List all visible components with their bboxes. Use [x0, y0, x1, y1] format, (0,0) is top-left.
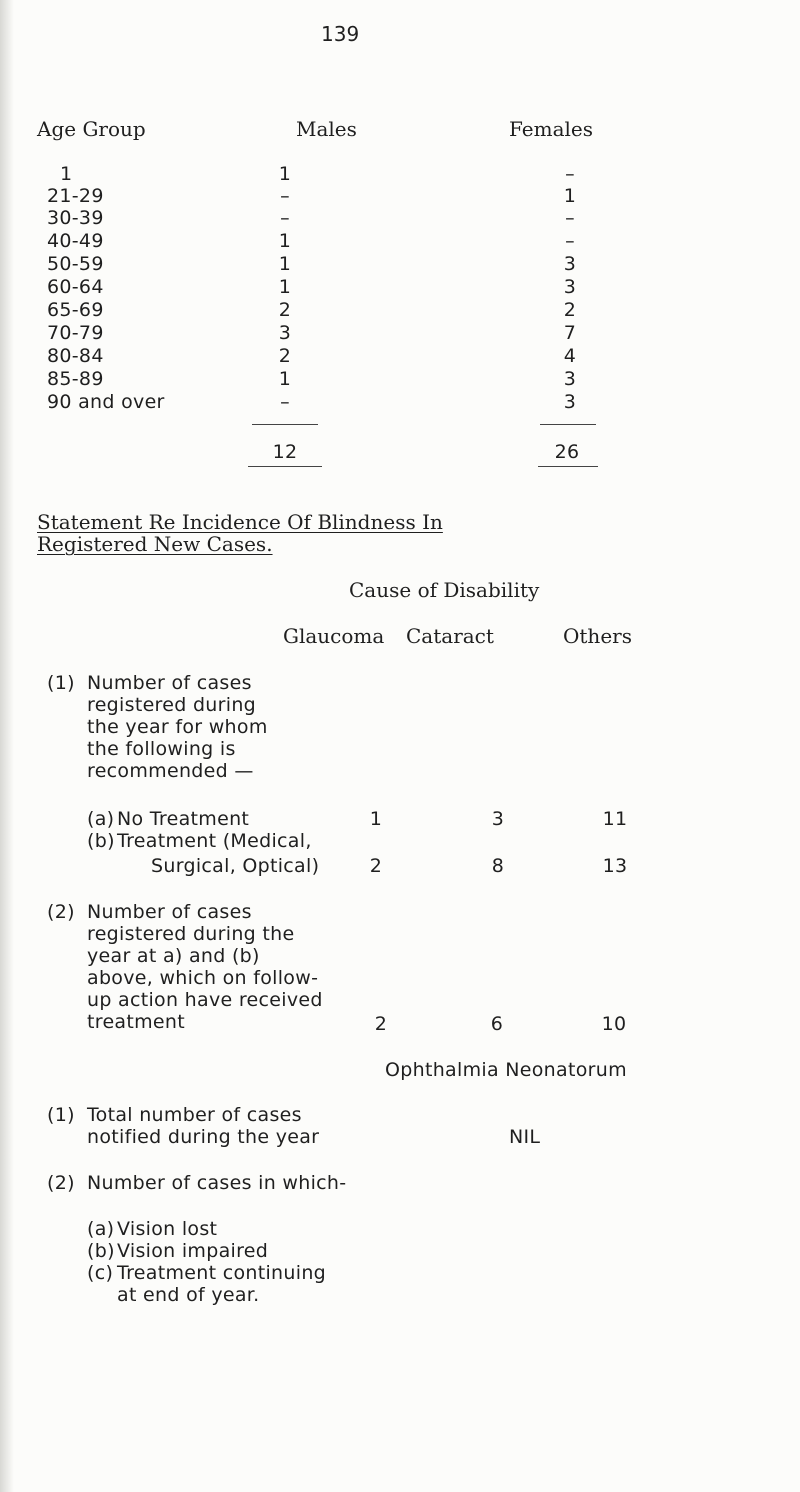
page-edge-shadow [0, 0, 14, 1492]
age-cell: 40-49 [47, 230, 104, 252]
females-cell: – [565, 163, 575, 185]
females-cell: 1 [563, 185, 577, 207]
oph-sub-number: (b) [87, 1240, 115, 1262]
sub-b-others: 13 [602, 855, 628, 877]
item-2-line: treatment [87, 1011, 186, 1033]
females-cell: 4 [563, 345, 577, 367]
males-cell: 3 [278, 322, 292, 344]
sub-b-cataract: 8 [491, 855, 505, 877]
page-number: 139 [321, 22, 360, 46]
age-cell: 70-79 [47, 322, 104, 344]
age-cell: 85-89 [47, 368, 104, 390]
age-cell: 21-29 [47, 185, 104, 207]
males-cell: 1 [278, 253, 292, 275]
item-1-number: (1) [47, 672, 75, 694]
sub-a-number: (a) [87, 808, 115, 830]
oph-item-1-number: (1) [47, 1104, 75, 1126]
item-2-line: above, which on follow- [87, 967, 319, 989]
oph-item-1-line1: Total number of cases [87, 1104, 302, 1126]
item-1-line: registered during [87, 694, 257, 716]
oph-sub-label: Treatment continuing [117, 1262, 327, 1284]
item-2-line: year at a) and (b) [87, 945, 260, 967]
oph-sub-label: Vision impaired [117, 1240, 269, 1262]
others-header: Others [563, 624, 632, 648]
oph-sub-number: (c) [87, 1262, 114, 1284]
item-1-line: recommended — [87, 760, 254, 782]
females-cell: 3 [563, 276, 577, 298]
males-cell: 2 [278, 345, 292, 367]
females-total-rule-bottom [538, 466, 598, 467]
oph-sub-c-line2: at end of year. [117, 1284, 260, 1306]
sub-b-line2: Surgical, Optical) [151, 855, 320, 877]
ophthalmia-heading: Ophthalmia Neonatorum [385, 1059, 627, 1081]
sub-a-others: 11 [602, 808, 628, 830]
glaucoma-header: Glaucoma [283, 624, 385, 648]
sub-b-number: (b) [87, 830, 115, 852]
item-2-line: registered during the [87, 923, 295, 945]
males-total-rule-bottom [248, 466, 322, 467]
females-cell: – [565, 230, 575, 252]
oph-item-1-line2: notified during the year [87, 1126, 320, 1148]
females-cell: 3 [563, 368, 577, 390]
oph-item-2-number: (2) [47, 1172, 75, 1194]
item-2-number: (2) [47, 901, 75, 923]
sub-a-glaucoma: 1 [369, 808, 383, 830]
item-2-cataract: 6 [490, 1013, 504, 1035]
females-total: 26 [554, 441, 580, 463]
females-total-rule-top [540, 424, 596, 425]
item-1-line: the year for whom [87, 716, 268, 738]
oph-sub-label: Vision lost [117, 1218, 218, 1240]
age-cell: 1 [60, 163, 73, 185]
item-2-others: 10 [601, 1013, 627, 1035]
age-cell: 60-64 [47, 276, 104, 298]
males-cell: – [280, 207, 290, 229]
males-cell: 1 [278, 276, 292, 298]
oph-item-2-label: Number of cases in which- [87, 1172, 347, 1194]
item-1-line: Number of cases [87, 672, 252, 694]
females-cell: 3 [563, 391, 577, 413]
females-cell: 7 [563, 322, 577, 344]
section-title-line1: Statement Re Incidence Of Blindness In [37, 510, 443, 534]
males-cell: 1 [278, 230, 292, 252]
males-cell: 1 [278, 163, 292, 185]
females-cell: 2 [563, 299, 577, 321]
age-cell: 65-69 [47, 299, 104, 321]
cause-heading: Cause of Disability [349, 578, 540, 602]
males-cell: 1 [278, 368, 292, 390]
cataract-header: Cataract [406, 624, 494, 648]
item-2-line: up action have received [87, 989, 323, 1011]
oph-sub-number: (a) [87, 1218, 115, 1240]
males-cell: – [280, 391, 290, 413]
sub-b-glaucoma: 2 [369, 855, 383, 877]
item-2-line: Number of cases [87, 901, 252, 923]
item-1-line: the following is [87, 738, 236, 760]
males-total: 12 [272, 441, 298, 463]
females-header: Females [509, 117, 594, 141]
sub-b-line1: Treatment (Medical, [117, 830, 312, 852]
sub-a-cataract: 3 [491, 808, 505, 830]
females-cell: – [565, 207, 575, 229]
age-cell: 30-39 [47, 207, 104, 229]
females-cell: 3 [563, 253, 577, 275]
section-title-line2: Registered New Cases. [37, 532, 273, 556]
age-cell: 80-84 [47, 345, 104, 367]
age-cell: 50-59 [47, 253, 104, 275]
age-cell: 90 and over [47, 391, 165, 413]
males-total-rule-top [252, 424, 318, 425]
males-cell: – [280, 185, 290, 207]
age-group-header: Age Group [37, 117, 146, 141]
oph-item-1-value: NIL [509, 1126, 541, 1148]
males-header: Males [296, 117, 357, 141]
item-2-glaucoma: 2 [374, 1013, 388, 1035]
sub-a-label: No Treatment [117, 808, 250, 830]
males-cell: 2 [278, 299, 292, 321]
